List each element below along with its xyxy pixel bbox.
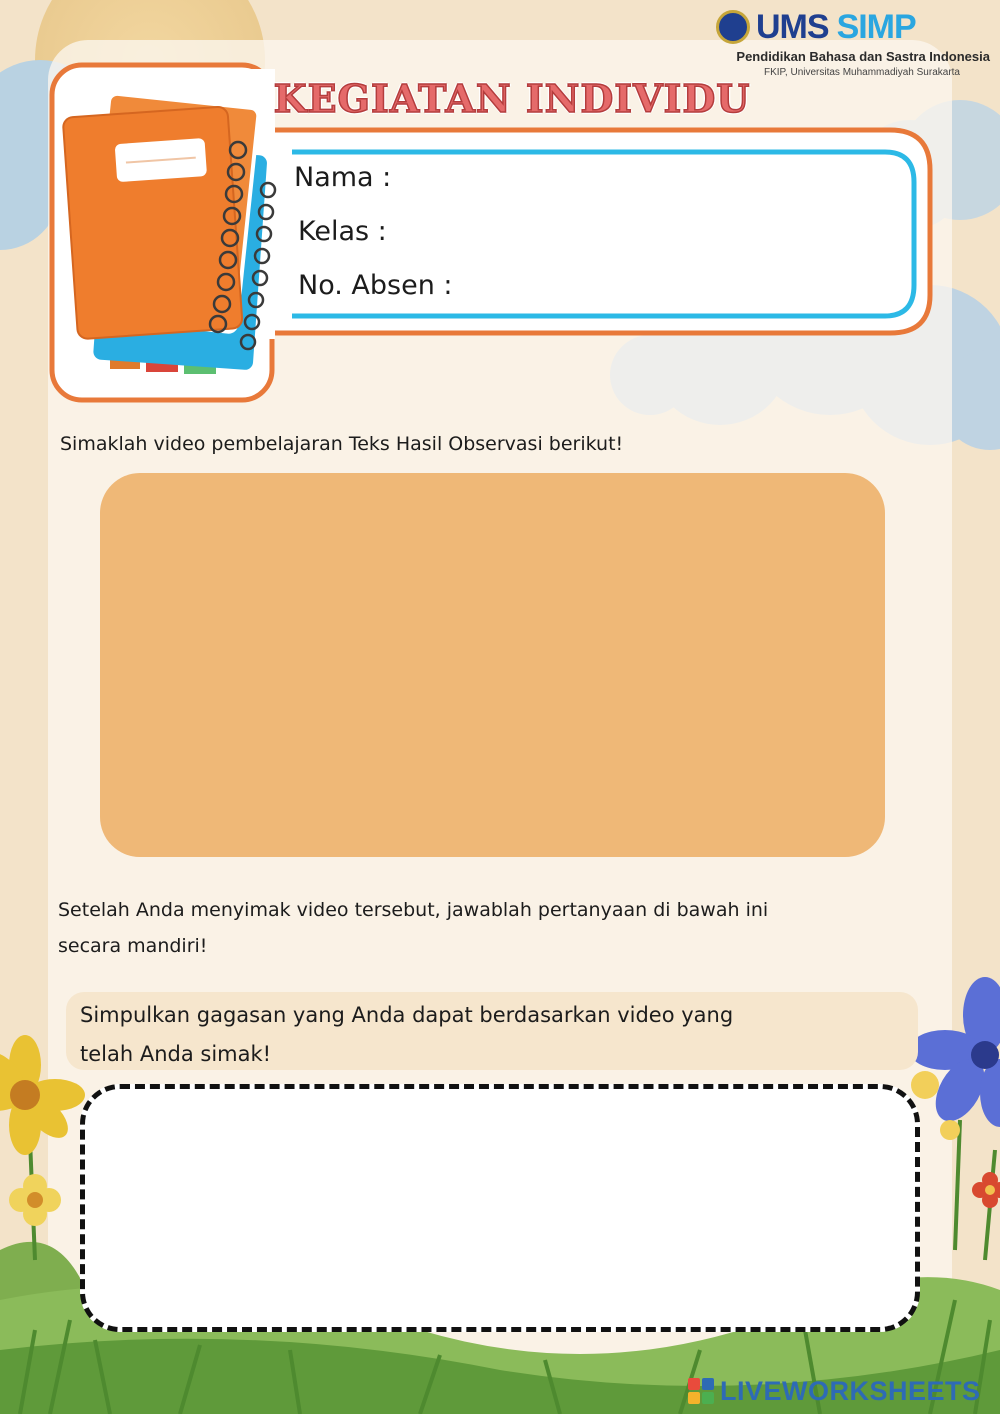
liveworksheets-watermark [688, 1376, 981, 1406]
liveworksheets-text: LIVEWORKSHEETS [720, 1375, 981, 1406]
video-instruction: Simaklah video pembelajaran Teks Hasil Observasi berikut! [60, 433, 624, 455]
absen-field-label[interactable]: No. Absen : [298, 270, 453, 301]
question-line2: telah Anda simak! [80, 1042, 272, 1066]
answer-instruction-line1: Setelah Anda menyimak video tersebut, jawablah pertanyaan di bawah ini [58, 899, 769, 921]
ums-simp-logo [716, 8, 916, 46]
answer-text-area[interactable] [80, 1084, 920, 1332]
name-field-label[interactable]: Nama : [294, 162, 392, 193]
video-player-area[interactable] [100, 473, 885, 857]
page-title: KEGIATAN INDIVIDU [273, 76, 751, 121]
answer-instruction-line2: secara mandiri! [58, 935, 208, 957]
notebook-stack-icon [63, 93, 275, 374]
logo-ums-text: UMS [756, 7, 829, 46]
liveworksheets-logo-icon [688, 1378, 714, 1404]
logo-simp-text: SIMP [836, 7, 916, 46]
question-box [66, 992, 918, 1070]
institution-name: FKIP, Universitas Muhammadiyah Surakarta [763, 67, 960, 78]
class-field-label[interactable]: Kelas : [298, 216, 387, 247]
question-line1: Simpulkan gagasan yang Anda dapat berdasarkan video yang [80, 1003, 734, 1027]
university-seal-icon [716, 10, 750, 44]
answer-instruction [58, 892, 938, 964]
department-name: Pendidikan Bahasa dan Sastra Indonesia [736, 49, 990, 64]
